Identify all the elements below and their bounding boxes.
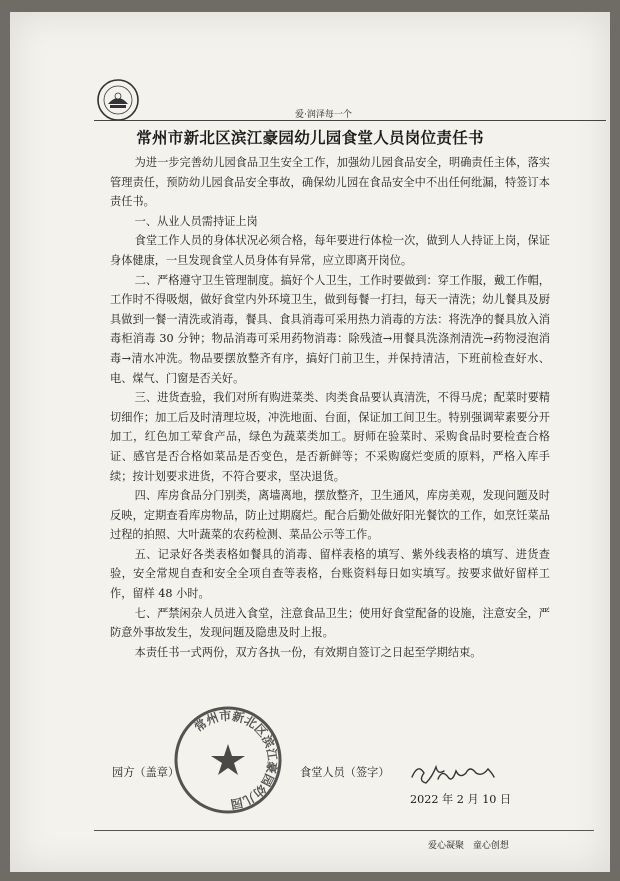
document-body: [110, 153, 550, 662]
section-1-paragraph: 食堂工作人员的身体状况必须合格，每年要进行体检一次，做到人人持证上岗，保证身体健康，一旦发现食堂人员身体有异常，应立即离开岗位。: [110, 234, 550, 267]
document-page: [10, 12, 610, 872]
section-3-paragraph: 三、进货查验，我们对所有购进菜类、肉类食品要认真清洗，不得马虎；配菜时要精切细作；加工后及时清理垃圾，冲洗地面、台面，保证加工间卫生。特别强调荤素要分开加工，红色加工荤食产品，绿色为蔬菜类加工。厨师在验菜时、采购食品时要检查合格证、感官是否合格如菜品是否变色，是否新鲜等；不采购腐烂变质的原料，严格入库手续；按计划要求进货，不符合要求，坚决退货。: [110, 391, 550, 483]
staff-signature-label: 食堂人员（签字）: [300, 766, 390, 779]
footer-slogan: 爱心凝聚 童心创想: [428, 841, 509, 851]
closing-paragraph: 本责任书一式两份，双方各执一份，有效期自签订之日起至学期结束。: [134, 645, 482, 659]
svg-text:常州市新北区滨江豪园幼儿园: 常州市新北区滨江豪园幼儿园: [191, 708, 280, 812]
signing-date: 2022 年 2 月 10 日: [410, 793, 512, 806]
school-seal-label: 园方（盖章）: [112, 766, 180, 779]
handwritten-signature: [408, 757, 502, 789]
school-logo-icon: [96, 78, 140, 122]
official-seal-stamp: [172, 704, 284, 816]
header-slogan: 爱·润泽每一个: [295, 110, 352, 120]
footer-divider: [94, 830, 594, 831]
section-4-paragraph: 四、库房食品分门别类，离墙离地，摆放整齐，卫生通风，库房美观，发现问题及时反映，定期查看库房物品，防止过期腐烂。配合后勤处做好阳光餐饮的工作，如烹饪菜品过程的拍照、大叶蔬菜的农药检测、菜品公示等工作。: [110, 489, 550, 542]
section-5-paragraph: 五、记录好各类表格如餐具的消毒、留样表格的填写、紫外线表格的填写、进货查验，安全常规自查和安全全项自查等表格，台账资料每日如实填写。按要求做好留样工作，留样 48 小时。: [110, 547, 550, 601]
section-1-heading: 一、从业人员需持证上岗: [134, 214, 258, 228]
section-7-paragraph: 七、严禁闲杂人员进入食堂，注意食品卫生；使用好食堂配备的设施，注意安全，严防意外事故发生，发现问题及隐患及时上报。: [110, 606, 550, 640]
document-title: 常州市新北区滨江豪园幼儿园食堂人员岗位责任书: [136, 128, 484, 147]
section-2-paragraph: 二、严格遵守卫生管理制度。搞好个人卫生，工作时要做到：穿工作服，戴工作帽，工作时不得吸烟，做好食堂内外环境卫生，做到每餐一打扫，每天一清洗；幼儿餐具及厨具做到一餐一清洗或消毒，餐具、食具消毒可采用热力消毒的方法：将洗净的餐具放入消毒柜消毒 30 分钟；物品消毒可采用药物消毒：除残渣→用餐具洗涤剂清洗→药物浸泡消毒→清水冲洗。物品要摆放整齐有序，搞好门前卫生，并保持清洁，下班前检查好水、电、煤气、门窗是否关好。: [110, 273, 550, 385]
intro-paragraph: 为进一步完善幼儿园食品卫生安全工作，加强幼儿园食品安全，明确责任主体，落实管理责任，预防幼儿园食品安全事故，确保幼儿园在食品安全中不出任何纰漏，特签订本责任书。: [110, 156, 550, 209]
header-divider: [94, 120, 606, 121]
